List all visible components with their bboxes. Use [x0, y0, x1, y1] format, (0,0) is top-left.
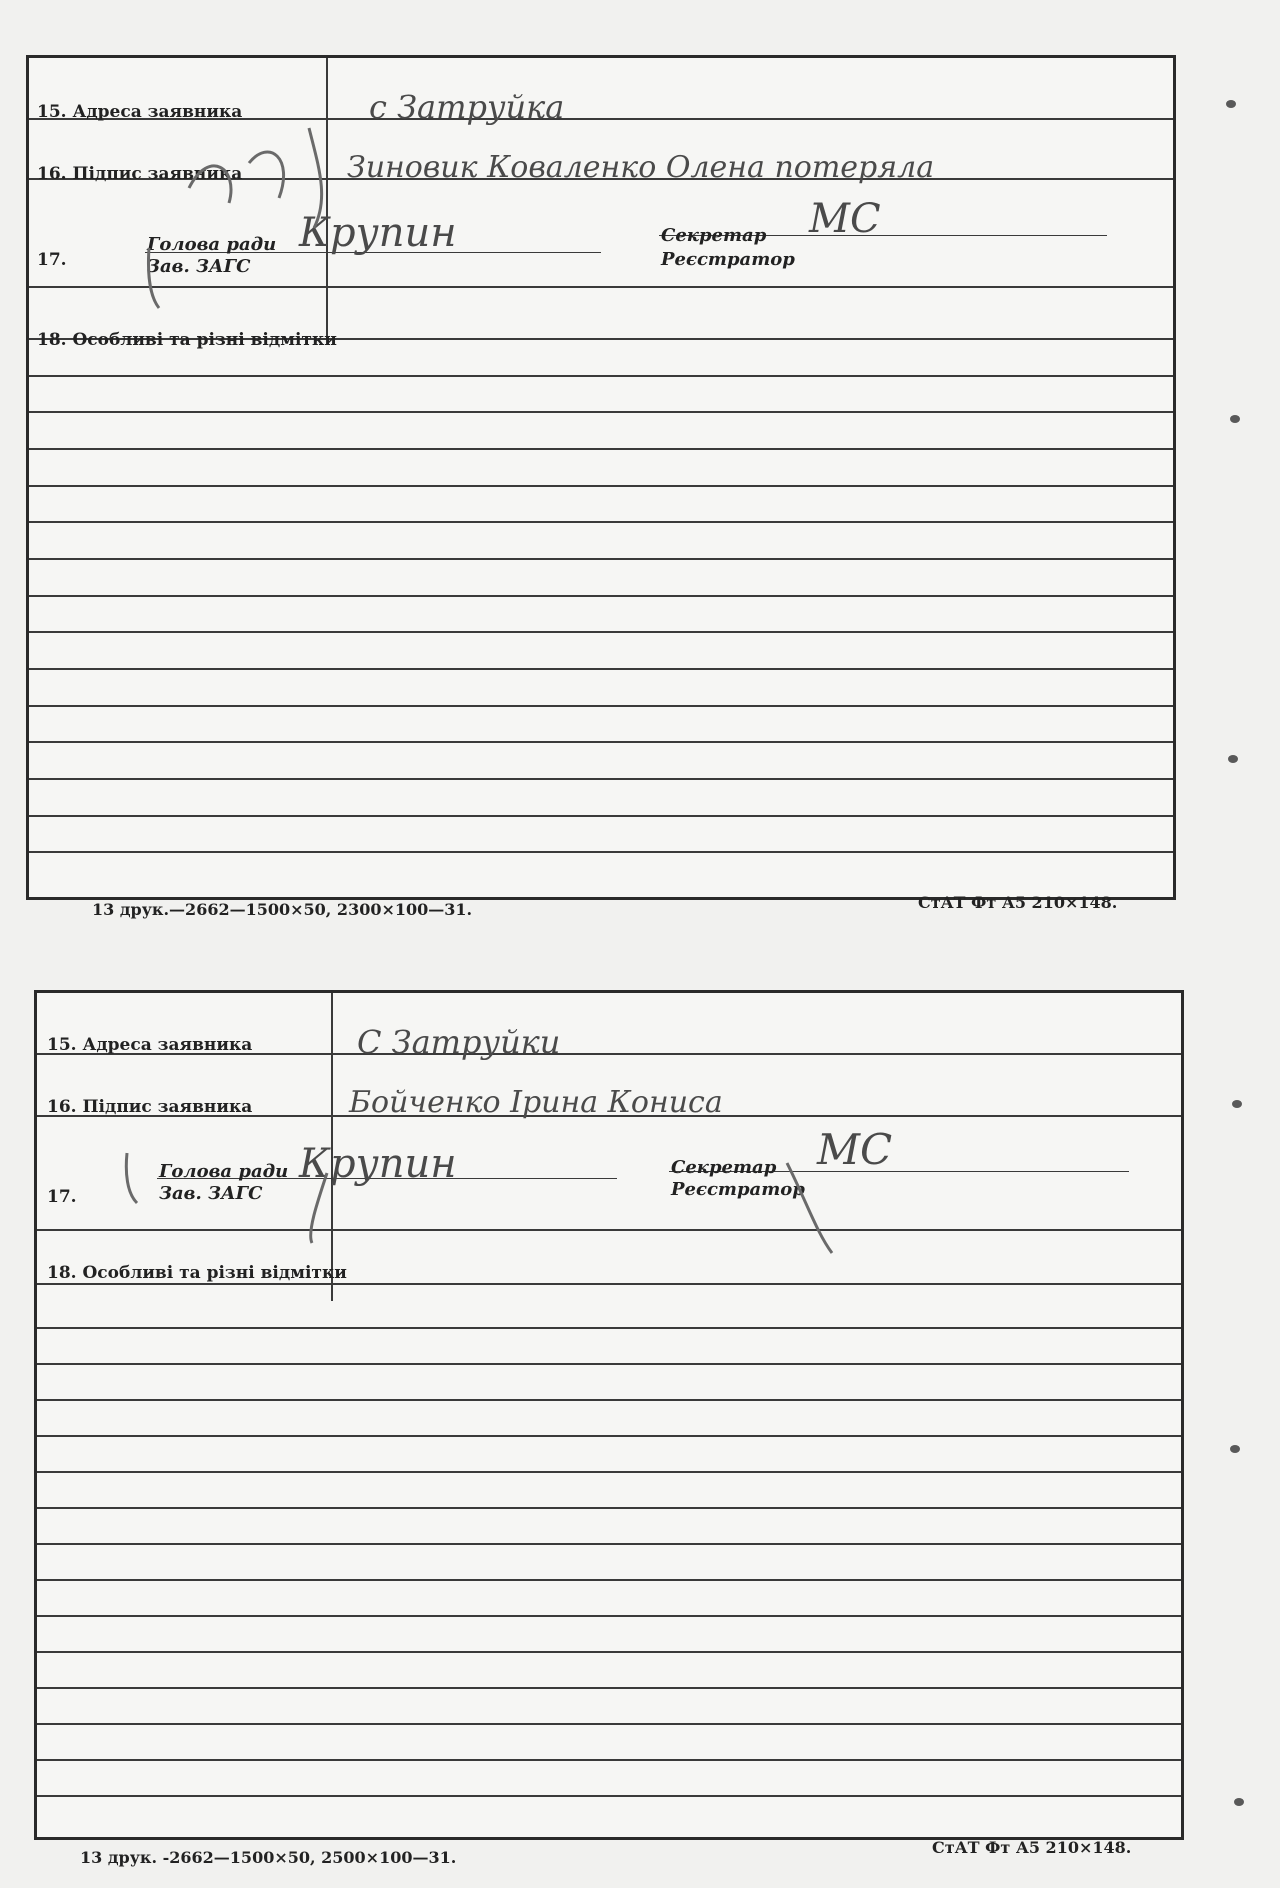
blank-line [37, 1723, 1181, 1725]
blank-line [37, 1435, 1181, 1437]
registrar-label: Реєстратор [671, 1179, 805, 1200]
punch-hole-mark [1226, 100, 1236, 108]
field-17-number: 17. [37, 250, 67, 270]
secretary-label: Секретар [661, 225, 767, 246]
blank-line [29, 741, 1173, 743]
zags-label: Зав. ЗАГС [147, 256, 251, 277]
blank-line [37, 1687, 1181, 1689]
field-16-label: 16. Підпис заявника [47, 1097, 253, 1117]
form-card-2 [34, 990, 1184, 1840]
field-15-handwritten-value: С Затруйки [357, 1023, 561, 1061]
blank-line [37, 1651, 1181, 1653]
blank-line [29, 521, 1173, 523]
secretary-handwritten-signature: МС [817, 1125, 893, 1174]
blank-line [29, 485, 1173, 487]
field-17-number: 17. [47, 1187, 77, 1207]
blank-line [29, 668, 1173, 670]
field-16-handwritten-value: Бойченко Ірина Кониса [349, 1085, 723, 1120]
blank-line [29, 595, 1173, 597]
blank-line [29, 558, 1173, 560]
punch-hole-mark [1228, 755, 1238, 763]
punch-hole-mark [1234, 1798, 1244, 1806]
blank-line [37, 1615, 1181, 1617]
footer-format-code: СтАТ Фт А5 210×148. [918, 893, 1118, 912]
blank-line [29, 705, 1173, 707]
form-card-1 [26, 55, 1176, 900]
blank-line [37, 1471, 1181, 1473]
blank-line [29, 375, 1173, 377]
blank-line [37, 1579, 1181, 1581]
blank-line [37, 1507, 1181, 1509]
punch-hole-mark [1230, 415, 1240, 423]
field-15-label: 15. Адреса заявника [37, 102, 243, 122]
punch-hole-mark [1232, 1100, 1242, 1108]
blank-line [29, 411, 1173, 413]
blank-line [29, 778, 1173, 780]
zags-label: Зав. ЗАГС [159, 1183, 263, 1204]
field-18-label: 18. Особливі та різні відмітки [37, 330, 337, 350]
registrar-label: Реєстратор [661, 249, 795, 270]
blank-line [37, 1399, 1181, 1401]
blank-line [37, 1327, 1181, 1329]
chair-label: Голова ради [147, 234, 277, 255]
secretary-handwritten-signature: МС [809, 196, 881, 242]
blank-line [37, 1363, 1181, 1365]
punch-hole-mark [1230, 1445, 1240, 1453]
signature-stroke [119, 108, 359, 308]
chair-label: Голова ради [159, 1161, 289, 1182]
field-16-handwritten-value: Зиновик Коваленко Олена потеряла [347, 150, 935, 185]
field-15-label: 15. Адреса заявника [47, 1035, 253, 1055]
blank-line [29, 815, 1173, 817]
blank-line [29, 631, 1173, 633]
chair-handwritten-signature: Крупин [299, 210, 457, 256]
signature-stroke [97, 1143, 897, 1263]
row-line [37, 1283, 1181, 1285]
chair-handwritten-signature: Крупин [299, 1141, 457, 1187]
blank-line [37, 1795, 1181, 1797]
blank-line [37, 1759, 1181, 1761]
field-18-label: 18. Особливі та різні відмітки [47, 1263, 347, 1283]
blank-line [37, 1543, 1181, 1545]
field-15-handwritten-value: с Затруйка [369, 88, 565, 126]
field-16-label: 16. Підпис заявника [37, 164, 243, 184]
secretary-label: Секретар [671, 1157, 777, 1178]
footer-format-code: СтАТ Фт А5 210×148. [932, 1838, 1132, 1857]
blank-line [29, 851, 1173, 853]
footer-print-info: 13 друк.—2662—1500×50, 2300×100—31. [92, 900, 473, 919]
blank-line [29, 448, 1173, 450]
footer-print-info: 13 друк. -2662—1500×50, 2500×100—31. [80, 1848, 457, 1867]
